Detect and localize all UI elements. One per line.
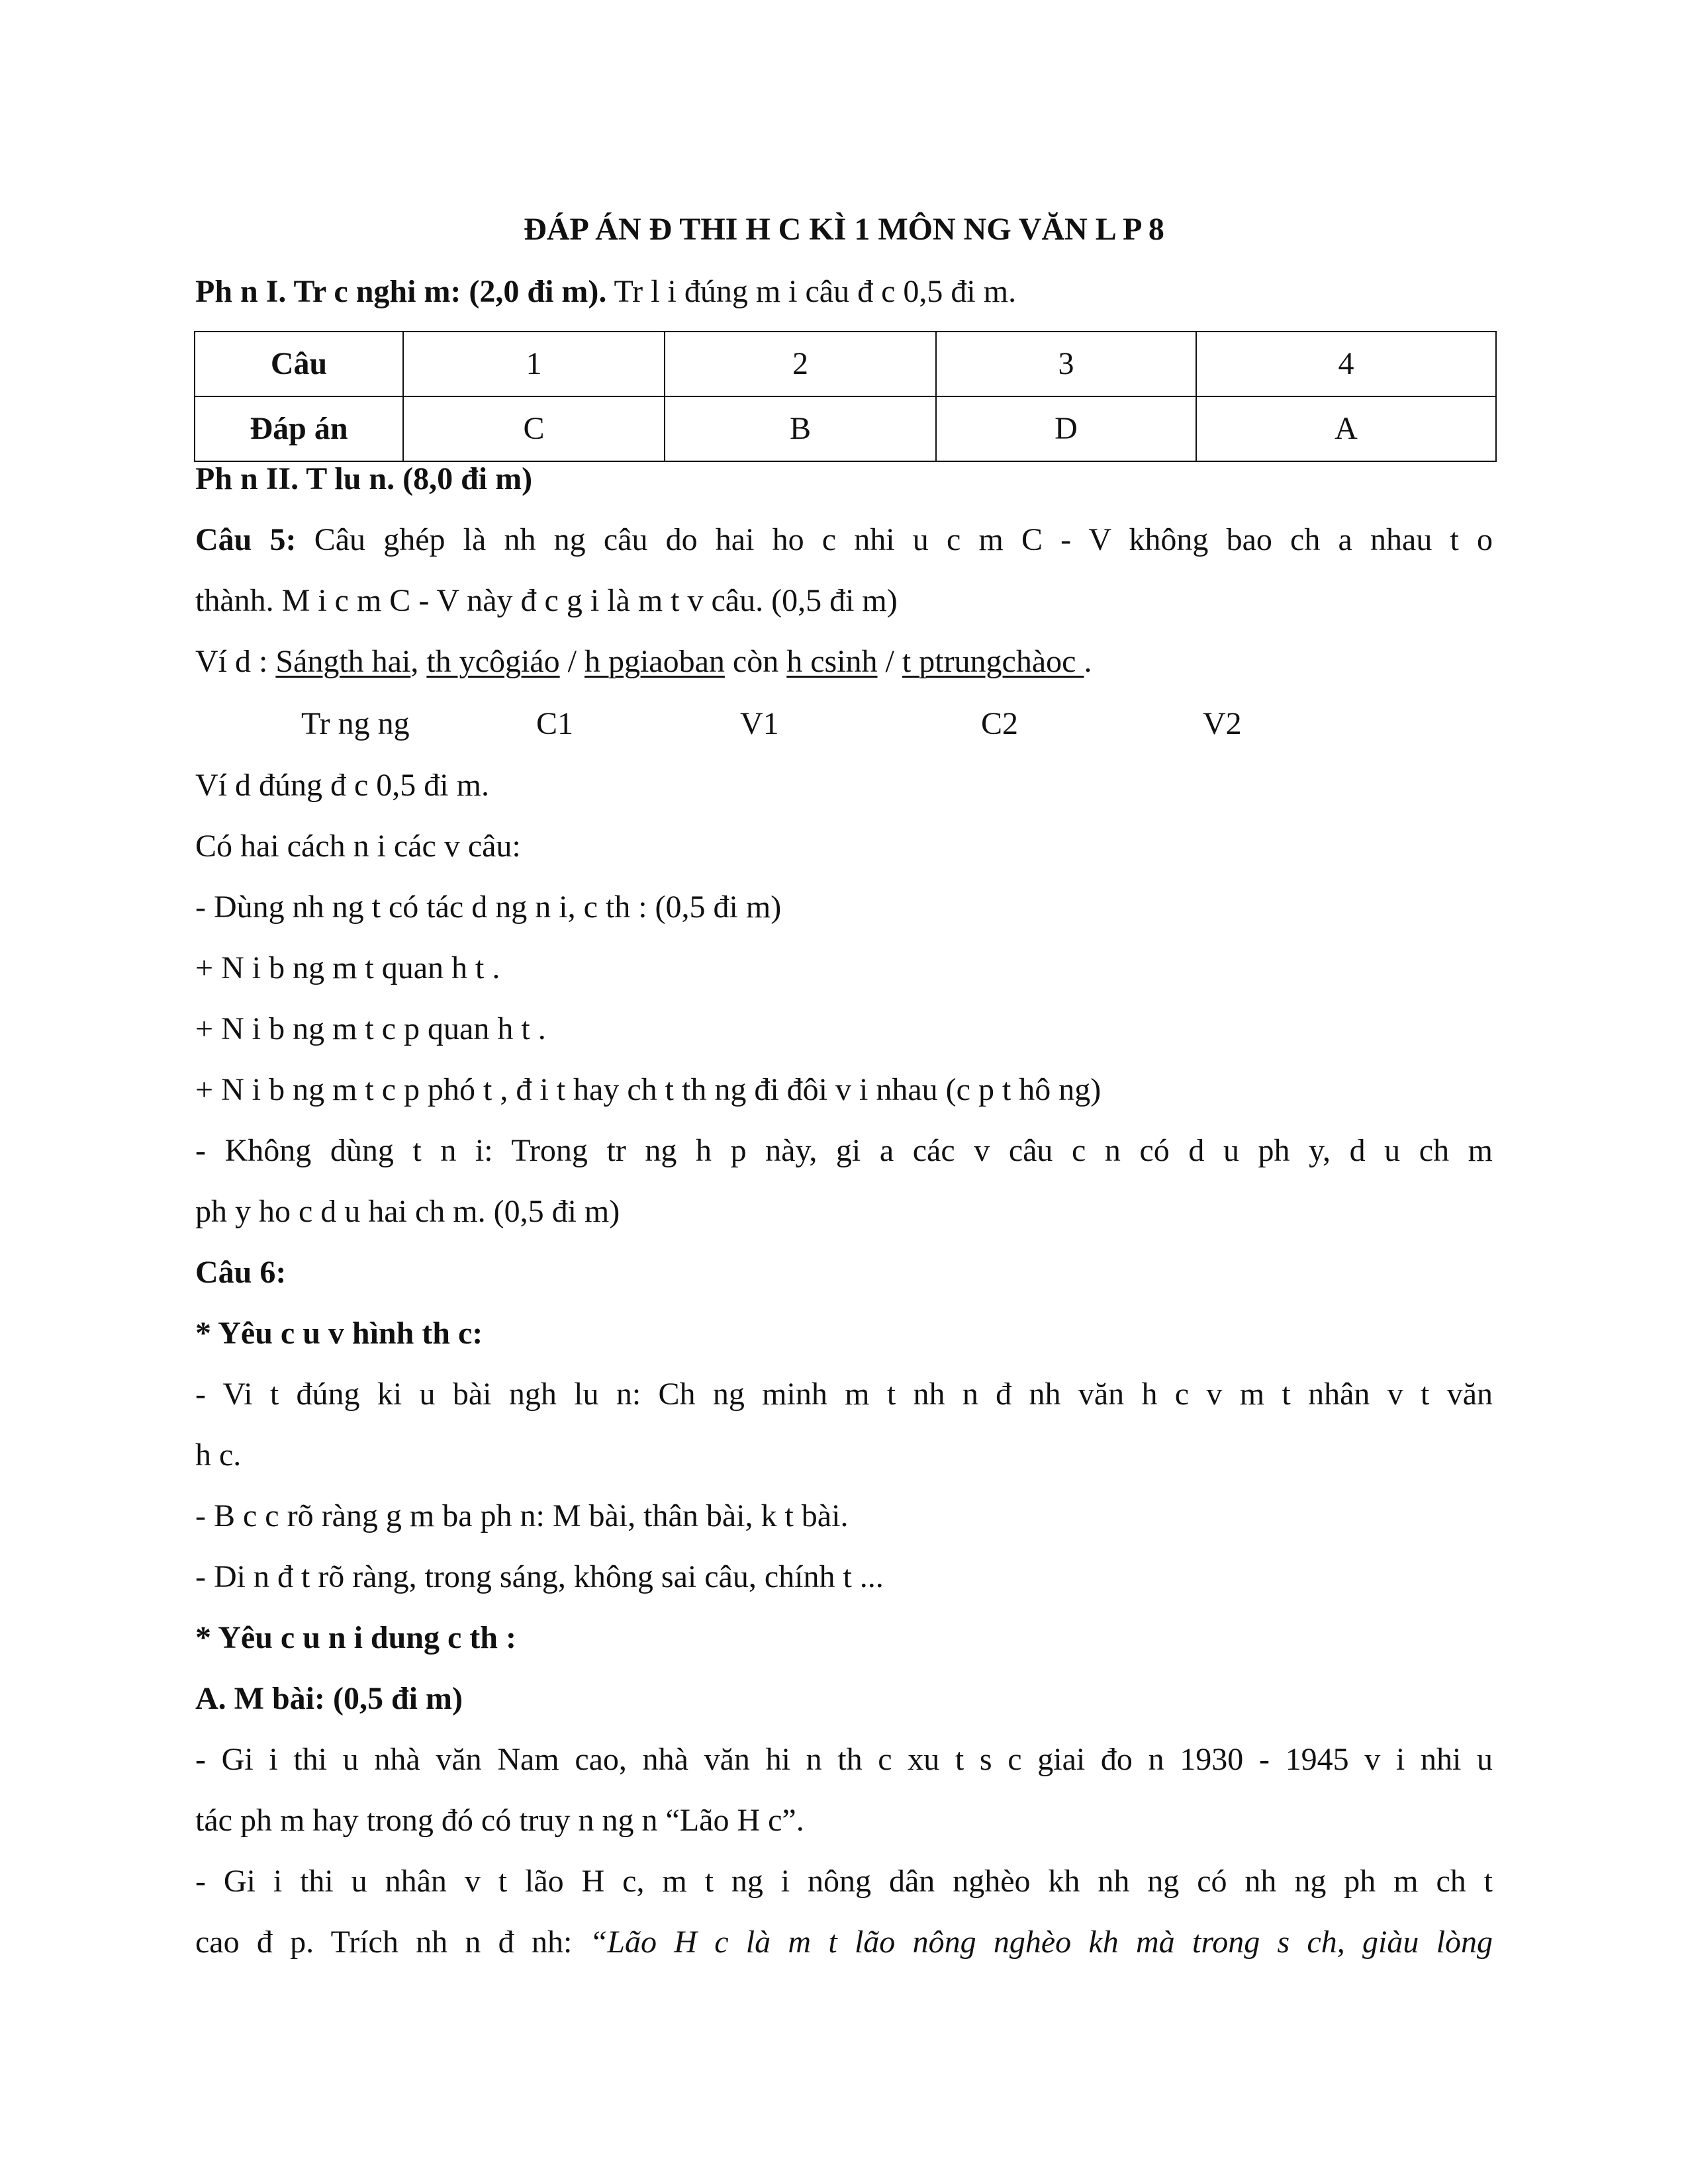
example-separator: còn [724, 644, 787, 679]
table-cell: 2 [665, 332, 936, 396]
content-requirements-heading: * Yêu c u n i dung c th : [195, 1620, 516, 1655]
table-cell: Đáp án [195, 396, 403, 461]
document-title: ĐÁP ÁN Đ THI H C KÌ 1 MÔN NG VĂN L P 8 [524, 212, 1164, 247]
table-cell: 1 [403, 332, 665, 396]
table-row [195, 396, 1496, 461]
part1-heading-bold: Ph n I. Tr c nghi m: (2,0 đi m). [195, 274, 607, 309]
section-a-2-line2 [195, 1923, 1493, 1962]
way-2-line2: ph y ho c d u hai ch m. (0,5 đi m) [195, 1194, 620, 1229]
quote-intro: cao đ p. Trích nh n đ nh: [195, 1925, 590, 1960]
example-separator: / [877, 644, 902, 679]
component-label: V2 [1203, 706, 1242, 741]
form-req-1-line1: - Vi t đúng ki u bài ngh lu n: Ch ng minh m t nh n đ nh văn h c v m t nhân v t văn [195, 1377, 1493, 1412]
component-label: V1 [740, 706, 779, 741]
table-cell: B [665, 396, 936, 461]
part1-heading [195, 273, 1493, 311]
example-separator: / [559, 644, 585, 679]
cau5-label: Câu 5: [195, 522, 297, 557]
section-a-1-line1: - Gi i thi u nhà văn Nam cao, nhà văn hi n th c xu t s c giai đo n 1930 - 1945 v i nhi u [195, 1742, 1493, 1777]
way-1b: + N i b ng m t c p quan h t . [195, 1011, 546, 1046]
table-cell: 3 [936, 332, 1196, 396]
cau5-text: Câu ghép là nh ng câu do hai ho c nhi u c m C - V không bao ch a nhau t o [296, 522, 1493, 557]
section-a-2-line1: - Gi i thi u nhân v t lão H c, m t ng i nông dân nghèo kh nh ng có nh ng ph m ch t [195, 1864, 1493, 1899]
example-sentence [195, 643, 1493, 681]
table-cell: Câu [195, 332, 403, 396]
part2-heading: Ph n II. T lu n. (8,0 đi m) [195, 461, 533, 496]
table-cell: C [403, 396, 665, 461]
example-separator: , [410, 644, 427, 679]
answer-table [194, 331, 1497, 462]
form-req-1-line2: h c. [195, 1437, 242, 1473]
part1-heading-rest: Tr l i đúng m i câu đ c 0,5 đi m. [606, 274, 1017, 309]
ways-intro: Có hai cách n i các v câu: [195, 829, 521, 864]
table-cell: A [1196, 396, 1496, 461]
table-row [195, 332, 1496, 396]
way-1c: + N i b ng m t c p phó t , đ i t hay ch t th ng đi đôi v i nhau (c p t hô ng) [195, 1072, 1102, 1107]
cau5-line1 [195, 521, 1493, 559]
quote-text: “Lão H c là m t lão nông nghèo kh mà trong s ch, giàu lòng [589, 1925, 1493, 1960]
component-label: C2 [981, 706, 1019, 741]
form-req-2: - B c c rõ ràng g m ba ph n: M bài, thân bài, k t bài. [195, 1498, 849, 1533]
component-label: Tr ng ng [301, 706, 410, 741]
example-prefix: Ví d : [195, 644, 276, 679]
table-cell: D [936, 396, 1196, 461]
section-a-heading: A. M bài: (0,5 đi m) [195, 1681, 463, 1716]
example-separator: . [1084, 644, 1092, 679]
example-segment: h csinh [786, 644, 878, 679]
form-requirements-heading: * Yêu c u v hình th c: [195, 1316, 483, 1351]
component-label: C1 [536, 706, 574, 741]
cau6-label: Câu 6: [195, 1255, 287, 1290]
way-1a: + N i b ng m t quan h t . [195, 950, 500, 985]
example-score: Ví d đúng đ c 0,5 đi m. [195, 768, 489, 803]
example-segment: t ptrungchàoc [902, 644, 1084, 679]
table-cell: 4 [1196, 332, 1496, 396]
way-1: - Dùng nh ng t có tác d ng n i, c th : (0,5 đi m) [195, 889, 782, 925]
section-a-1-line2: tác ph m hay trong đó có truy n ng n “Lão H c”. [195, 1803, 804, 1838]
example-segment: th ycôgiáo [426, 644, 560, 679]
cau5-line2: thành. M i c m C - V này đ c g i là m t v câu. (0,5 đi m) [195, 583, 898, 618]
form-req-3: - Di n đ t rõ ràng, trong sáng, không sai câu, chính t ... [195, 1559, 884, 1594]
way-2-line1: - Không dùng t n i: Trong tr ng h p này, gi a các v câu c n có d u ph y, d u ch m [195, 1133, 1493, 1168]
example-segment: h pgiaoban [584, 644, 725, 679]
example-segment: Sángth hai [275, 644, 411, 679]
